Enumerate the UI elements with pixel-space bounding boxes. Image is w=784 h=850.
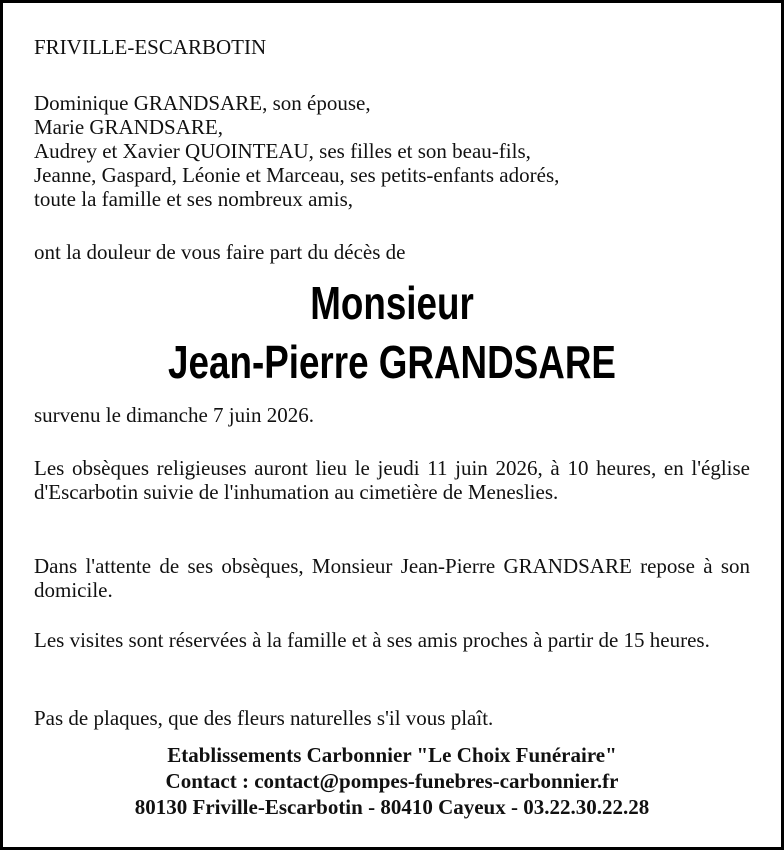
funeral-home-address: 80130 Friville-Escarbotin - 80410 Cayeux - 03.22.30.22.28	[134, 795, 650, 819]
visits-text: Les visites sont réservées à la famille et à ses amis proches à partir de 15 heures.	[34, 628, 710, 652]
family-line-daughter: Marie GRANDSARE,	[34, 115, 223, 139]
deceased-title: Monsieur	[310, 277, 474, 329]
rest-text: Dans l'attente de ses obsèques, Monsieur Jean-Pierre GRANDSARE repose à son domicile.	[34, 554, 750, 602]
deceased-name: Jean-Pierre GRANDSARE	[168, 336, 616, 388]
funeral-home-contact: Contact : contact@pompes-funebres-carbonnier.fr	[165, 769, 619, 793]
death-date-text: survenu le dimanche 7 juin 2026.	[34, 403, 314, 427]
family-list	[34, 91, 750, 211]
flowers-text: Pas de plaques, que des fleurs naturelles s'il vous plaît.	[34, 706, 494, 730]
family-line-grandchildren: Jeanne, Gaspard, Léonie et Marceau, ses petits-enfants adorés,	[34, 163, 560, 187]
funeral-text: Les obsèques religieuses auront lieu le jeudi 11 juin 2026, à 10 heures, en l'église d'Escarbotin suivie de l'inhumation au cimetière de Meneslies.	[34, 456, 750, 504]
family-line-family-friends: toute la famille et ses nombreux amis,	[34, 187, 353, 211]
funeral-home-name: Etablissements Carbonnier "Le Choix Funéraire"	[167, 743, 617, 767]
family-line-daughter-son-in-law: Audrey et Xavier QUOINTEAU, ses filles et son beau-fils,	[34, 139, 531, 163]
family-line-spouse: Dominique GRANDSARE, son épouse,	[34, 91, 371, 115]
announcement-text: ont la douleur de vous faire part du décès de	[34, 240, 406, 264]
location-heading: FRIVILLE-ESCARBOTIN	[34, 35, 267, 59]
